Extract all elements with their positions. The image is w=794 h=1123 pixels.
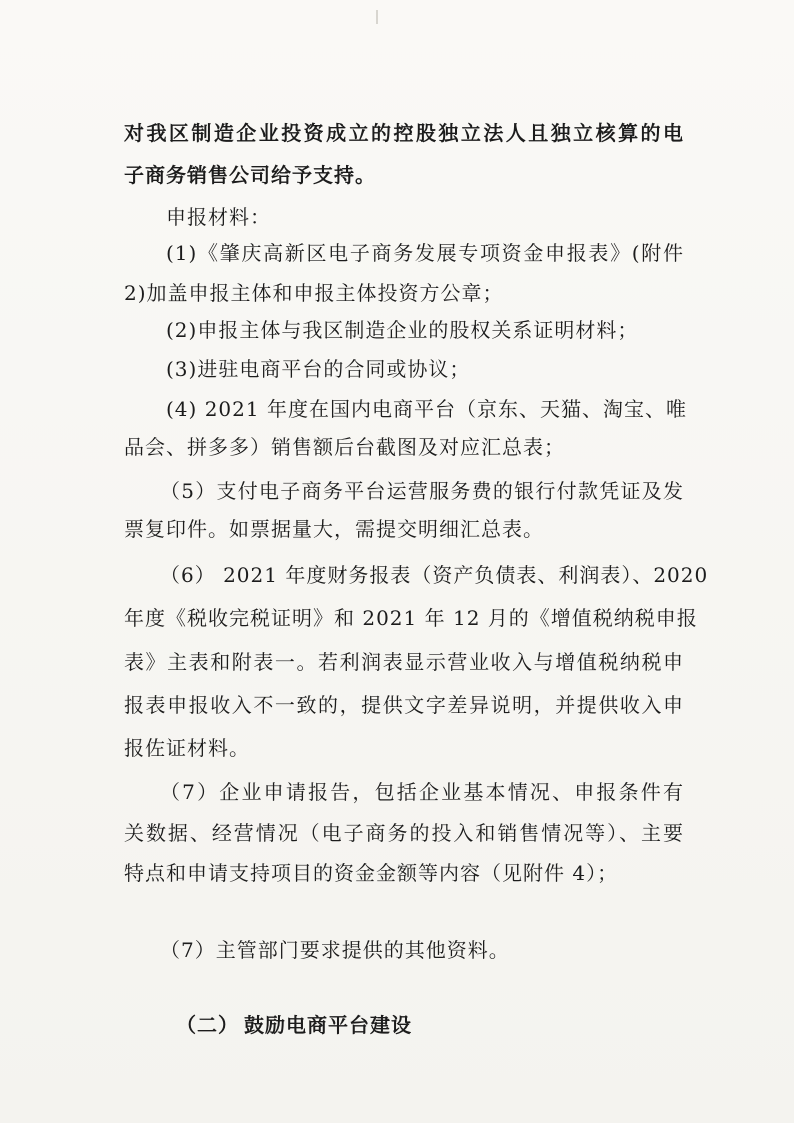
item-7-line-2: 关数据、经营情况（电子商务的投入和销售情况等）、主要 <box>124 821 684 845</box>
item-3: (3)进驻电商平台的合同或协议； <box>166 357 471 381</box>
item-4-line-2: 品会、拼多多）销售额后台截图及对应汇总表； <box>124 435 565 459</box>
item-2: (2)申报主体与我区制造企业的股权关系证明材料； <box>166 318 639 342</box>
body-line-1: 对我区制造企业投资成立的控股独立法人且独立核算的电 <box>124 121 684 145</box>
item-6-line-1: （6） 2021 年度财务报表（资产负债表、利润表）、2020 <box>160 563 709 587</box>
item-7-line-3: 特点和申请支持项目的资金金额等内容（见附件 4）； <box>124 861 619 885</box>
item-5-line-2: 票复印件。如票据量大，需提交明细汇总表。 <box>124 517 544 541</box>
item-4-line-1: (4) 2021 年度在国内电商平台（京东、天猫、淘宝、唯 <box>166 397 687 421</box>
section-number: （二） <box>176 1013 239 1037</box>
item-1-line-1: (1)《肇庆高新区电子商务发展专项资金申报表》(附件 <box>166 241 684 265</box>
section-title: 鼓励电商平台建设 <box>244 1013 412 1037</box>
item-6-line-3: 表》主表和附表一。若利润表显示营业收入与增值税纳税申 <box>124 650 684 674</box>
materials-heading: 申报材料： <box>166 205 271 229</box>
item-6-line-2: 年度《税收完税证明》和 2021 年 12 月的《增值税纳税申报 <box>124 606 698 630</box>
item-8: （7）主管部门要求提供的其他资料。 <box>160 938 510 962</box>
item-6-line-5: 报佐证材料。 <box>124 736 250 760</box>
item-5-line-1: （5）支付电子商务平台运营服务费的银行付款凭证及发 <box>160 479 684 503</box>
body-line-2: 子商务销售公司给予支持。 <box>124 163 376 187</box>
item-6-line-4: 报表申报收入不一致的，提供文字差异说明，并提供收入申 <box>124 693 684 717</box>
scan-mark <box>376 10 378 24</box>
item-1-line-2: 2)加盖申报主体和申报主体投资方公章； <box>124 281 504 305</box>
item-7-line-1: （7）企业申请报告，包括企业基本情况、申报条件有 <box>160 780 684 804</box>
